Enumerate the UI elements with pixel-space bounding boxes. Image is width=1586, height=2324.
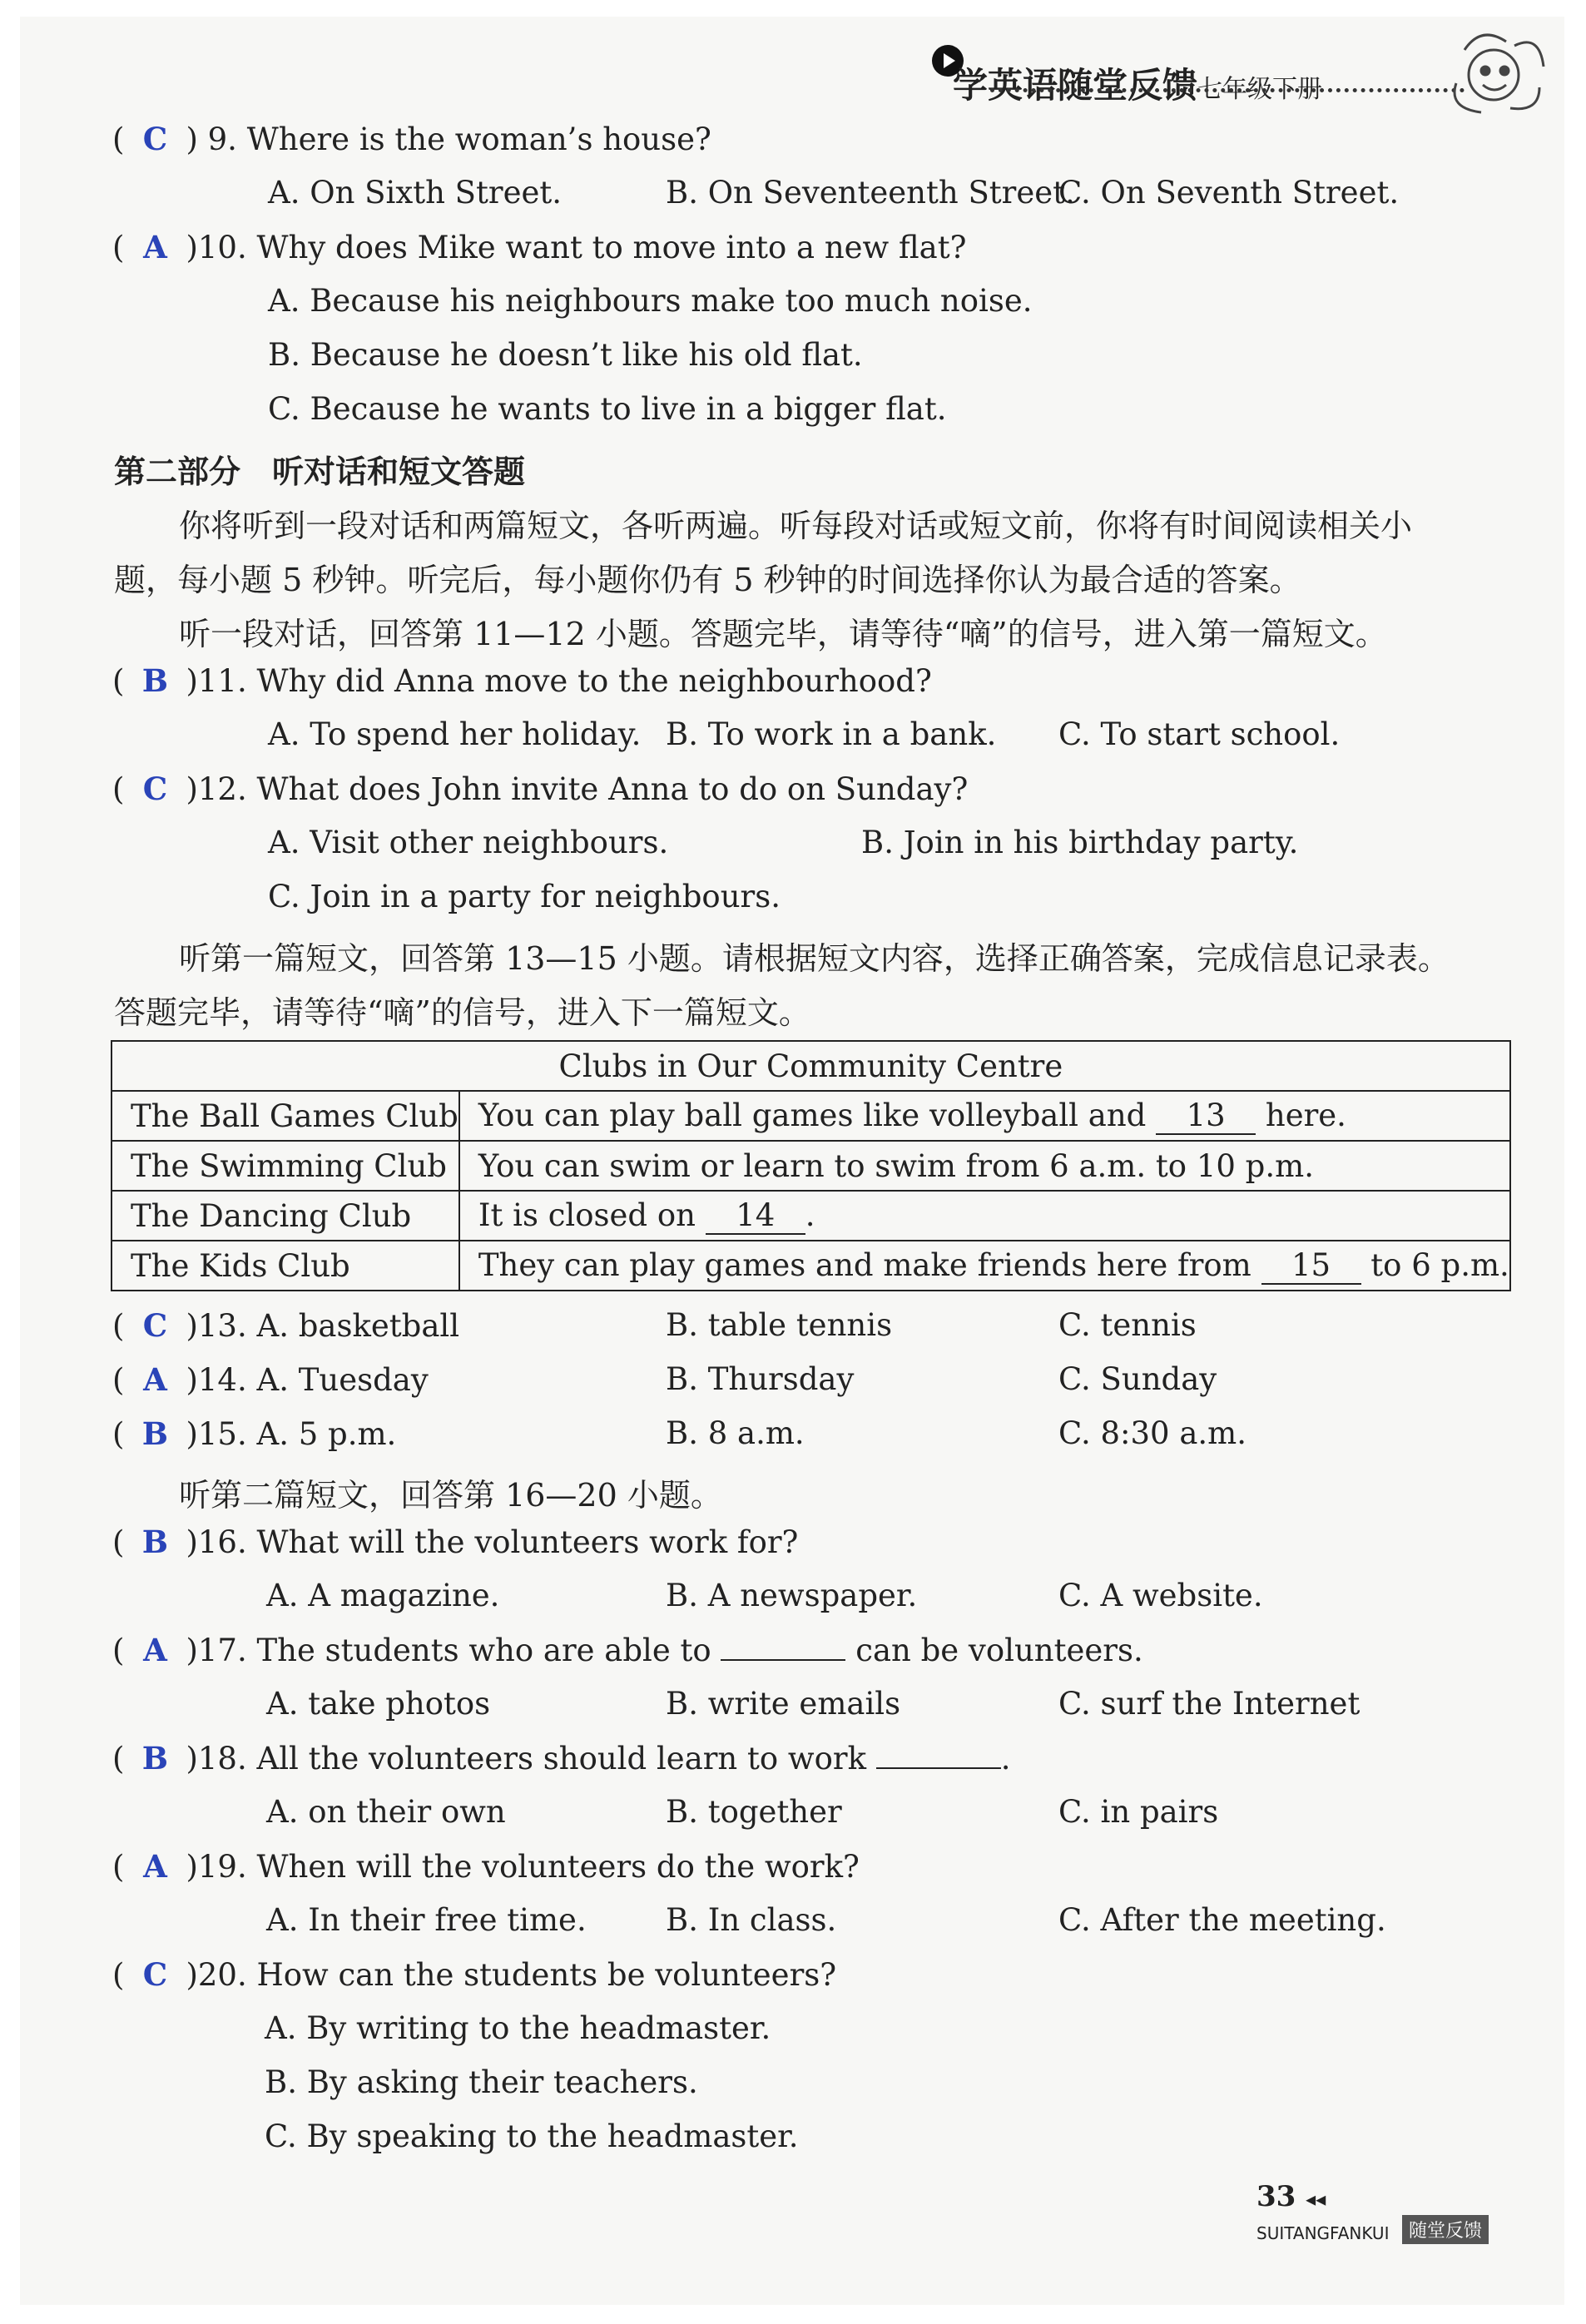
question-number: 10. [197,230,247,265]
footer-brand-en: SUITANGFANKUI [1256,2223,1390,2243]
option-18a: A. on their own [266,1794,506,1830]
table-row [112,1241,1510,1291]
option-13c: C. tennis [1058,1307,1197,1343]
option-12a: A. Visit other neighbours. [268,825,669,860]
answer-blank [876,1767,1001,1769]
question-number: 14. [197,1362,247,1398]
table-row [112,1141,1510,1191]
page-number [1256,2180,1326,2213]
option-11a: A. To spend her holiday. [268,716,642,752]
info-text: You can play ball games like volleyball and [478,1097,1147,1133]
option-19b: B. In class. [666,1902,837,1938]
question-text: can be volunteers. [855,1633,1143,1668]
question-number: 16. [197,1524,247,1560]
answer-blank [721,1659,845,1661]
info-text: to 6 p.m. [1370,1246,1509,1283]
dialog-instruction: 听一段对话，回答第 11—12 小题。答题完毕，请等待“嘀”的信号，进入第一篇短文。 [179,616,1387,652]
answer-12: C [142,771,168,807]
club-info [459,1241,1510,1291]
option-17c: C. surf the Internet [1058,1686,1360,1722]
option-17b: B. write emails [666,1686,901,1722]
option-14a: A. Tuesday [256,1362,429,1398]
option-9c: C. On Seventh Street. [1058,175,1400,211]
question-15: ( B )15. A. 5 p.m. [112,1415,397,1452]
option-12b: B. Join in his birthday party. [861,825,1299,860]
clubs-info-table [111,1040,1511,1291]
part2-heading: 第二部分 听对话和短文答题 [114,453,526,490]
option-20a: A. By writing to the headmaster. [265,2010,771,2046]
question-text: When will the volunteers do the work? [256,1849,860,1885]
option-16a: A. A magazine. [266,1578,500,1613]
question-text: Where is the woman’s house? [246,121,711,157]
page-number-text: 33 [1256,2180,1296,2213]
option-11b: B. To work in a bank. [666,716,997,752]
club-name: The Swimming Club [112,1141,459,1191]
answer-16: B [141,1524,169,1560]
question-text: Why does Mike want to move into a new flat? [256,230,967,265]
part2-intro-line1: 你将听到一段对话和两篇短文，各听两遍。听每段对话或短文前，你将有时间阅读相关小 [179,508,1413,544]
answer-18: B [141,1740,169,1776]
question-text: All the volunteers should learn to work [256,1741,866,1776]
option-9b: B. On Seventeenth Street. [666,175,1075,211]
option-18b: B. together [666,1794,842,1830]
option-19c: C. After the meeting. [1058,1902,1386,1938]
question-12: ( C )12. What does John invite Anna to do on Sunday? [112,771,969,807]
question-number: 11. [197,663,247,699]
option-17a: A. take photos [266,1686,491,1722]
answer-20: C [142,1956,168,1993]
club-info: You can swim or learn to swim from 6 a.m. to 10 p.m. [459,1141,1510,1191]
answer-13: C [142,1307,168,1344]
option-16c: C. A website. [1058,1578,1263,1613]
answer-19: A [143,1848,167,1885]
header-subtitle: 七年级下册 [1197,75,1323,104]
question-text: The students who are able to [256,1633,711,1668]
option-14b: B. Thursday [666,1361,855,1397]
question-20: ( C )20. How can the students be volunteers? [112,1956,837,1993]
question-number: 17. [197,1633,247,1668]
double-arrow-icon: ◂◂ [1306,2187,1326,2211]
question-text: What does John invite Anna to do on Sunday? [256,771,969,807]
table-title-row [112,1041,1510,1091]
question-text: . [1000,1741,1011,1776]
option-14c: C. Sunday [1058,1361,1217,1397]
info-text: here. [1265,1097,1346,1133]
answer-10: A [143,229,167,265]
question-17: ( A )17. The students who are able to can be volunteers. [112,1632,1143,1668]
question-text: Why did Anna move to the neighbourhood? [256,663,932,699]
question-14: ( A )14. A. Tuesday [112,1361,429,1398]
option-9a: A. On Sixth Street. [268,175,562,211]
table-row [112,1091,1510,1141]
passage1-instruction-line1: 听第一篇短文，回答第 13—15 小题。请根据短文内容，选择正确答案，完成信息记录表。 [179,940,1450,977]
question-number: 12. [197,771,247,807]
option-15c: C. 8:30 a.m. [1058,1415,1247,1451]
table-row [112,1191,1510,1241]
club-name: The Kids Club [112,1241,459,1291]
option-19a: A. In their free time. [266,1902,587,1938]
passage1-instruction-line2: 答题完毕，请等待“嘀”的信号，进入下一篇短文。 [114,994,810,1031]
header-title: 学英语随堂反馈 [953,65,1198,106]
option-10b: B. Because he doesn’t like his old flat. [268,337,863,373]
answer-17: A [143,1632,167,1668]
passage2-instruction: 听第二篇短文，回答第 16—20 小题。 [179,1477,722,1514]
question-18: ( B )18. All the volunteers should learn to work . [112,1740,1011,1776]
footer-brand-badge: 随堂反馈 [1402,2215,1489,2244]
question-11: ( B )11. Why did Anna move to the neighbourhood? [112,662,932,699]
info-text: . [805,1197,815,1233]
question-number: 19. [197,1849,247,1885]
header-dotted-rule [990,88,1465,92]
table-title: Clubs in Our Community Centre [112,1041,1510,1091]
option-18c: C. in pairs [1058,1794,1219,1830]
cartoon-decoration-icon [1431,17,1556,125]
question-16: ( B )16. What will the volunteers work for? [112,1524,799,1560]
page-header [953,58,1322,108]
club-name: The Ball Games Club [112,1091,459,1141]
option-13b: B. table tennis [666,1307,893,1343]
question-number: 13. [197,1308,247,1344]
question-13: ( C )13. A. basketball [112,1307,460,1344]
question-text: What will the volunteers work for? [256,1524,799,1560]
part2-intro-line2: 题，每小题 5 秒钟。听完后，每小题你仍有 5 秒钟的时间选择你认为最合适的答案。 [114,562,1301,598]
answer-15: B [141,1415,169,1452]
option-12c: C. Join in a party for neighbours. [268,879,781,914]
blank-14: 14 [706,1197,805,1235]
club-name: The Dancing Club [112,1191,459,1241]
club-info [459,1091,1510,1141]
question-number: 20. [197,1957,247,1993]
option-15b: B. 8 a.m. [666,1415,805,1451]
option-20c: C. By speaking to the headmaster. [265,2118,799,2154]
option-13a: A. basketball [256,1308,460,1344]
question-number: 18. [197,1741,247,1776]
blank-15: 15 [1261,1247,1361,1285]
option-11c: C. To start school. [1058,716,1341,752]
question-number: 9. [207,121,237,157]
club-info [459,1191,1510,1241]
option-20b: B. By asking their teachers. [265,2064,698,2100]
info-text: It is closed on [478,1197,696,1233]
option-10c: C. Because he wants to live in a bigger flat. [268,391,947,427]
question-text: How can the students be volunteers? [256,1957,837,1993]
info-text: They can play games and make friends here from [478,1246,1251,1283]
question-10: ( A )10. Why does Mike want to move into a new flat? [112,229,967,265]
answer-9: C [142,121,168,157]
question-number: 15. [197,1416,247,1452]
blank-13: 13 [1156,1098,1256,1135]
question-19: ( A )19. When will the volunteers do the work? [112,1848,860,1885]
option-16b: B. A newspaper. [666,1578,918,1613]
answer-14: A [143,1361,167,1398]
option-10a: A. Because his neighbours make too much noise. [268,283,1033,319]
option-15a: A. 5 p.m. [256,1416,397,1452]
question-9: ( C ) 9. Where is the woman’s house? [112,121,711,157]
answer-11: B [141,662,169,699]
